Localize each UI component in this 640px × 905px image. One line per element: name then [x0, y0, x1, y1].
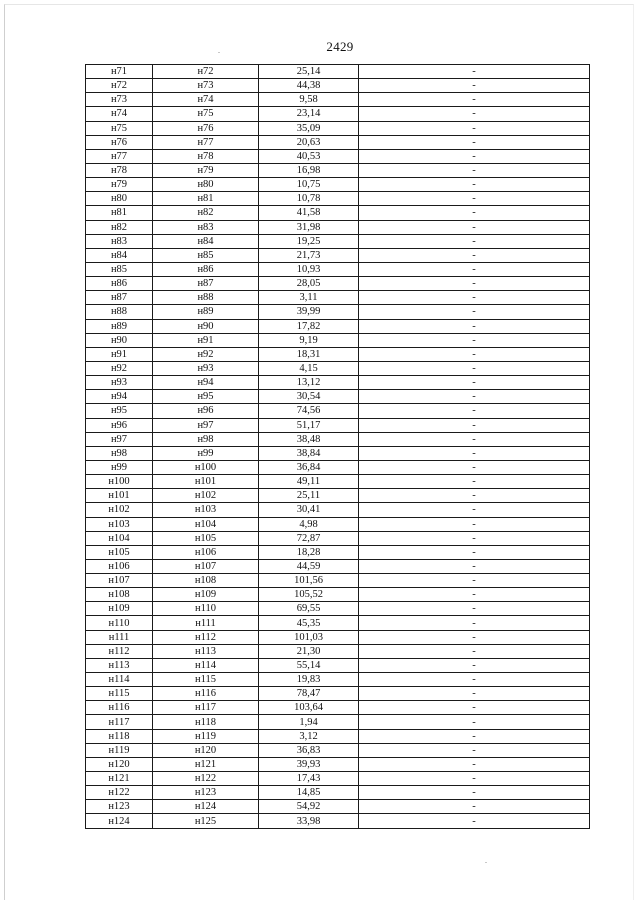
cell-length: 78,47 — [259, 687, 359, 701]
cell-from-point: н83 — [86, 234, 153, 248]
cell-to-point: н89 — [153, 305, 259, 319]
cell-note: - — [359, 277, 590, 291]
cell-from-point: н89 — [86, 319, 153, 333]
cell-from-point: н91 — [86, 347, 153, 361]
cell-length: 39,93 — [259, 757, 359, 771]
cell-length: 55,14 — [259, 658, 359, 672]
table-row — [86, 574, 590, 588]
cell-from-point: н79 — [86, 178, 153, 192]
cell-length: 25,14 — [259, 65, 359, 79]
cell-to-point: н104 — [153, 517, 259, 531]
cell-from-point: н116 — [86, 701, 153, 715]
table-row — [86, 248, 590, 262]
cell-from-point: н73 — [86, 93, 153, 107]
cell-length: 30,54 — [259, 390, 359, 404]
table-row — [86, 715, 590, 729]
cell-from-point: н124 — [86, 814, 153, 828]
cell-note: - — [359, 574, 590, 588]
cell-length: 18,31 — [259, 347, 359, 361]
cell-length: 21,30 — [259, 644, 359, 658]
cell-to-point: н86 — [153, 262, 259, 276]
cell-note: - — [359, 673, 590, 687]
cell-note: - — [359, 644, 590, 658]
cell-length: 23,14 — [259, 107, 359, 121]
cell-from-point: н108 — [86, 588, 153, 602]
cell-from-point: н119 — [86, 743, 153, 757]
cell-from-point: н81 — [86, 206, 153, 220]
cell-length: 101,03 — [259, 630, 359, 644]
cell-length: 21,73 — [259, 248, 359, 262]
cell-note: - — [359, 361, 590, 375]
table-row — [86, 687, 590, 701]
cell-to-point: н120 — [153, 743, 259, 757]
table-row — [86, 206, 590, 220]
table-row — [86, 757, 590, 771]
cell-from-point: н77 — [86, 149, 153, 163]
cell-length: 41,58 — [259, 206, 359, 220]
cell-to-point: н87 — [153, 277, 259, 291]
table-row — [86, 772, 590, 786]
cell-note: - — [359, 220, 590, 234]
cell-length: 17,82 — [259, 319, 359, 333]
cell-note: - — [359, 319, 590, 333]
cell-note: - — [359, 715, 590, 729]
table-row — [86, 291, 590, 305]
cell-to-point: н118 — [153, 715, 259, 729]
cell-length: 10,75 — [259, 178, 359, 192]
cell-to-point: н109 — [153, 588, 259, 602]
cell-from-point: н120 — [86, 757, 153, 771]
cell-length: 4,15 — [259, 361, 359, 375]
cell-from-point: н105 — [86, 545, 153, 559]
table-row — [86, 319, 590, 333]
cell-length: 74,56 — [259, 404, 359, 418]
cell-from-point: н96 — [86, 418, 153, 432]
cell-from-point: н82 — [86, 220, 153, 234]
table-row — [86, 361, 590, 375]
cell-note: - — [359, 418, 590, 432]
cell-from-point: н107 — [86, 574, 153, 588]
cell-to-point: н73 — [153, 79, 259, 93]
table-row — [86, 220, 590, 234]
cell-note: - — [359, 376, 590, 390]
cell-length: 51,17 — [259, 418, 359, 432]
cell-to-point: н108 — [153, 574, 259, 588]
cell-note: - — [359, 531, 590, 545]
cell-from-point: н92 — [86, 361, 153, 375]
table-row — [86, 729, 590, 743]
cell-to-point: н84 — [153, 234, 259, 248]
table-row — [86, 163, 590, 177]
table-row — [86, 390, 590, 404]
cell-to-point: н90 — [153, 319, 259, 333]
table-row — [86, 178, 590, 192]
cell-note: - — [359, 545, 590, 559]
cell-to-point: н111 — [153, 616, 259, 630]
cell-from-point: н100 — [86, 475, 153, 489]
cell-to-point: н114 — [153, 658, 259, 672]
cell-note: - — [359, 503, 590, 517]
table-row — [86, 121, 590, 135]
cell-note: - — [359, 135, 590, 149]
cell-from-point: н99 — [86, 460, 153, 474]
table-row — [86, 800, 590, 814]
table-row — [86, 616, 590, 630]
cell-from-point: н123 — [86, 800, 153, 814]
table-row — [86, 234, 590, 248]
cell-to-point: н115 — [153, 673, 259, 687]
cell-length: 1,94 — [259, 715, 359, 729]
table-row — [86, 333, 590, 347]
cell-note: - — [359, 446, 590, 460]
table-row — [86, 135, 590, 149]
cell-length: 45,35 — [259, 616, 359, 630]
cell-to-point: н93 — [153, 361, 259, 375]
cell-to-point: н77 — [153, 135, 259, 149]
cell-note: - — [359, 149, 590, 163]
cell-from-point: н72 — [86, 79, 153, 93]
cell-to-point: н98 — [153, 432, 259, 446]
cell-from-point: н115 — [86, 687, 153, 701]
table-row — [86, 277, 590, 291]
cell-length: 28,05 — [259, 277, 359, 291]
cell-length: 3,12 — [259, 729, 359, 743]
cell-note: - — [359, 729, 590, 743]
cell-to-point: н78 — [153, 149, 259, 163]
cell-note: - — [359, 107, 590, 121]
cell-length: 25,11 — [259, 489, 359, 503]
cell-note: - — [359, 404, 590, 418]
cell-note: - — [359, 743, 590, 757]
cell-length: 17,43 — [259, 772, 359, 786]
table-row — [86, 79, 590, 93]
cell-length: 3,11 — [259, 291, 359, 305]
cell-length: 49,11 — [259, 475, 359, 489]
cell-note: - — [359, 687, 590, 701]
cell-note: - — [359, 347, 590, 361]
cell-to-point: н103 — [153, 503, 259, 517]
cell-note: - — [359, 333, 590, 347]
cell-length: 103,64 — [259, 701, 359, 715]
table-row — [86, 107, 590, 121]
cell-from-point: н103 — [86, 517, 153, 531]
cell-from-point: н88 — [86, 305, 153, 319]
cell-to-point: н107 — [153, 559, 259, 573]
cell-length: 30,41 — [259, 503, 359, 517]
cell-note: - — [359, 460, 590, 474]
cell-length: 9,19 — [259, 333, 359, 347]
cell-to-point: н119 — [153, 729, 259, 743]
cell-length: 19,25 — [259, 234, 359, 248]
cell-note: - — [359, 432, 590, 446]
cell-length: 101,56 — [259, 574, 359, 588]
cell-note: - — [359, 234, 590, 248]
cell-from-point: н114 — [86, 673, 153, 687]
cell-note: - — [359, 559, 590, 573]
cell-from-point: н84 — [86, 248, 153, 262]
table-row — [86, 446, 590, 460]
cell-to-point: н76 — [153, 121, 259, 135]
cell-length: 16,98 — [259, 163, 359, 177]
cell-length: 38,48 — [259, 432, 359, 446]
cell-length: 54,92 — [259, 800, 359, 814]
cell-note: - — [359, 630, 590, 644]
cell-length: 44,38 — [259, 79, 359, 93]
cell-to-point: н79 — [153, 163, 259, 177]
table-row — [86, 404, 590, 418]
cell-to-point: н83 — [153, 220, 259, 234]
cell-length: 9,58 — [259, 93, 359, 107]
cell-length: 35,09 — [259, 121, 359, 135]
cell-from-point: н86 — [86, 277, 153, 291]
table-body — [86, 65, 590, 829]
cell-to-point: н125 — [153, 814, 259, 828]
cell-from-point: н94 — [86, 390, 153, 404]
cell-from-point: н121 — [86, 772, 153, 786]
table-row — [86, 743, 590, 757]
cell-to-point: н94 — [153, 376, 259, 390]
table-row — [86, 545, 590, 559]
page-number: 2429 — [326, 39, 354, 54]
cell-to-point: н121 — [153, 757, 259, 771]
cell-from-point: н98 — [86, 446, 153, 460]
cell-from-point: н78 — [86, 163, 153, 177]
cell-length: 33,98 — [259, 814, 359, 828]
cell-note: - — [359, 178, 590, 192]
cell-from-point: н95 — [86, 404, 153, 418]
cell-to-point: н81 — [153, 192, 259, 206]
table-row — [86, 376, 590, 390]
table-row — [86, 262, 590, 276]
cell-length: 10,93 — [259, 262, 359, 276]
cell-from-point: н75 — [86, 121, 153, 135]
cell-to-point: н72 — [153, 65, 259, 79]
table-row — [86, 93, 590, 107]
cell-length: 14,85 — [259, 786, 359, 800]
cell-to-point: н74 — [153, 93, 259, 107]
cell-to-point: н75 — [153, 107, 259, 121]
cell-to-point: н106 — [153, 545, 259, 559]
cell-note: - — [359, 262, 590, 276]
cell-note: - — [359, 800, 590, 814]
cell-to-point: н91 — [153, 333, 259, 347]
cell-to-point: н123 — [153, 786, 259, 800]
cell-from-point: н85 — [86, 262, 153, 276]
cell-from-point: н113 — [86, 658, 153, 672]
cell-length: 20,63 — [259, 135, 359, 149]
cell-note: - — [359, 814, 590, 828]
cell-to-point: н122 — [153, 772, 259, 786]
table-row — [86, 347, 590, 361]
cell-note: - — [359, 616, 590, 630]
cell-to-point: н82 — [153, 206, 259, 220]
cell-from-point: н112 — [86, 644, 153, 658]
cell-length: 72,87 — [259, 531, 359, 545]
cell-from-point: н104 — [86, 531, 153, 545]
cell-note: - — [359, 602, 590, 616]
cell-note: - — [359, 475, 590, 489]
cell-note: - — [359, 79, 590, 93]
cell-to-point: н112 — [153, 630, 259, 644]
cell-to-point: н95 — [153, 390, 259, 404]
table-row — [86, 814, 590, 828]
table-row — [86, 588, 590, 602]
table-row — [86, 786, 590, 800]
cell-note: - — [359, 121, 590, 135]
boundary-points-table — [85, 64, 590, 829]
cell-from-point: н71 — [86, 65, 153, 79]
cell-from-point: н122 — [86, 786, 153, 800]
cell-length: 31,98 — [259, 220, 359, 234]
cell-note: - — [359, 93, 590, 107]
table-row — [86, 658, 590, 672]
table-row — [86, 432, 590, 446]
cell-to-point: н92 — [153, 347, 259, 361]
cell-from-point: н102 — [86, 503, 153, 517]
scan-speck — [485, 862, 487, 863]
cell-length: 19,83 — [259, 673, 359, 687]
cell-from-point: н109 — [86, 602, 153, 616]
cell-note: - — [359, 305, 590, 319]
cell-length: 13,12 — [259, 376, 359, 390]
cell-length: 36,83 — [259, 743, 359, 757]
cell-note: - — [359, 291, 590, 305]
table-row — [86, 149, 590, 163]
table-row — [86, 517, 590, 531]
cell-to-point: н110 — [153, 602, 259, 616]
cell-length: 18,28 — [259, 545, 359, 559]
cell-from-point: н117 — [86, 715, 153, 729]
cell-from-point: н80 — [86, 192, 153, 206]
cell-to-point: н116 — [153, 687, 259, 701]
cell-length: 36,84 — [259, 460, 359, 474]
cell-note: - — [359, 248, 590, 262]
cell-from-point: н101 — [86, 489, 153, 503]
cell-note: - — [359, 772, 590, 786]
table-row — [86, 602, 590, 616]
table-row — [86, 673, 590, 687]
cell-length: 40,53 — [259, 149, 359, 163]
cell-to-point: н113 — [153, 644, 259, 658]
table-row — [86, 701, 590, 715]
cell-note: - — [359, 163, 590, 177]
cell-length: 10,78 — [259, 192, 359, 206]
table-row — [86, 475, 590, 489]
cell-note: - — [359, 489, 590, 503]
cell-to-point: н88 — [153, 291, 259, 305]
cell-from-point: н106 — [86, 559, 153, 573]
table-row — [86, 305, 590, 319]
cell-to-point: н85 — [153, 248, 259, 262]
cell-from-point: н74 — [86, 107, 153, 121]
table-row — [86, 531, 590, 545]
table-row — [86, 192, 590, 206]
cell-to-point: н99 — [153, 446, 259, 460]
cell-from-point: н93 — [86, 376, 153, 390]
cell-note: - — [359, 588, 590, 602]
cell-to-point: н97 — [153, 418, 259, 432]
table-row — [86, 630, 590, 644]
table-row — [86, 503, 590, 517]
cell-from-point: н111 — [86, 630, 153, 644]
scan-speck — [218, 52, 220, 53]
cell-note: - — [359, 757, 590, 771]
cell-to-point: н101 — [153, 475, 259, 489]
cell-from-point: н76 — [86, 135, 153, 149]
table-row — [86, 489, 590, 503]
cell-to-point: н80 — [153, 178, 259, 192]
cell-from-point: н97 — [86, 432, 153, 446]
table-row — [86, 65, 590, 79]
cell-to-point: н117 — [153, 701, 259, 715]
cell-note: - — [359, 192, 590, 206]
cell-note: - — [359, 65, 590, 79]
cell-to-point: н105 — [153, 531, 259, 545]
cell-from-point: н90 — [86, 333, 153, 347]
cell-note: - — [359, 517, 590, 531]
cell-to-point: н100 — [153, 460, 259, 474]
cell-note: - — [359, 786, 590, 800]
cell-to-point: н102 — [153, 489, 259, 503]
cell-from-point: н87 — [86, 291, 153, 305]
table-row — [86, 418, 590, 432]
cell-length: 4,98 — [259, 517, 359, 531]
cell-note: - — [359, 701, 590, 715]
cell-to-point: н124 — [153, 800, 259, 814]
table-row — [86, 559, 590, 573]
cell-from-point: н110 — [86, 616, 153, 630]
cell-length: 69,55 — [259, 602, 359, 616]
cell-length: 38,84 — [259, 446, 359, 460]
cell-note: - — [359, 206, 590, 220]
cell-length: 39,99 — [259, 305, 359, 319]
table-row — [86, 460, 590, 474]
cell-to-point: н96 — [153, 404, 259, 418]
cell-from-point: н118 — [86, 729, 153, 743]
cell-note: - — [359, 390, 590, 404]
cell-length: 105,52 — [259, 588, 359, 602]
cell-note: - — [359, 658, 590, 672]
cell-length: 44,59 — [259, 559, 359, 573]
table-row — [86, 644, 590, 658]
